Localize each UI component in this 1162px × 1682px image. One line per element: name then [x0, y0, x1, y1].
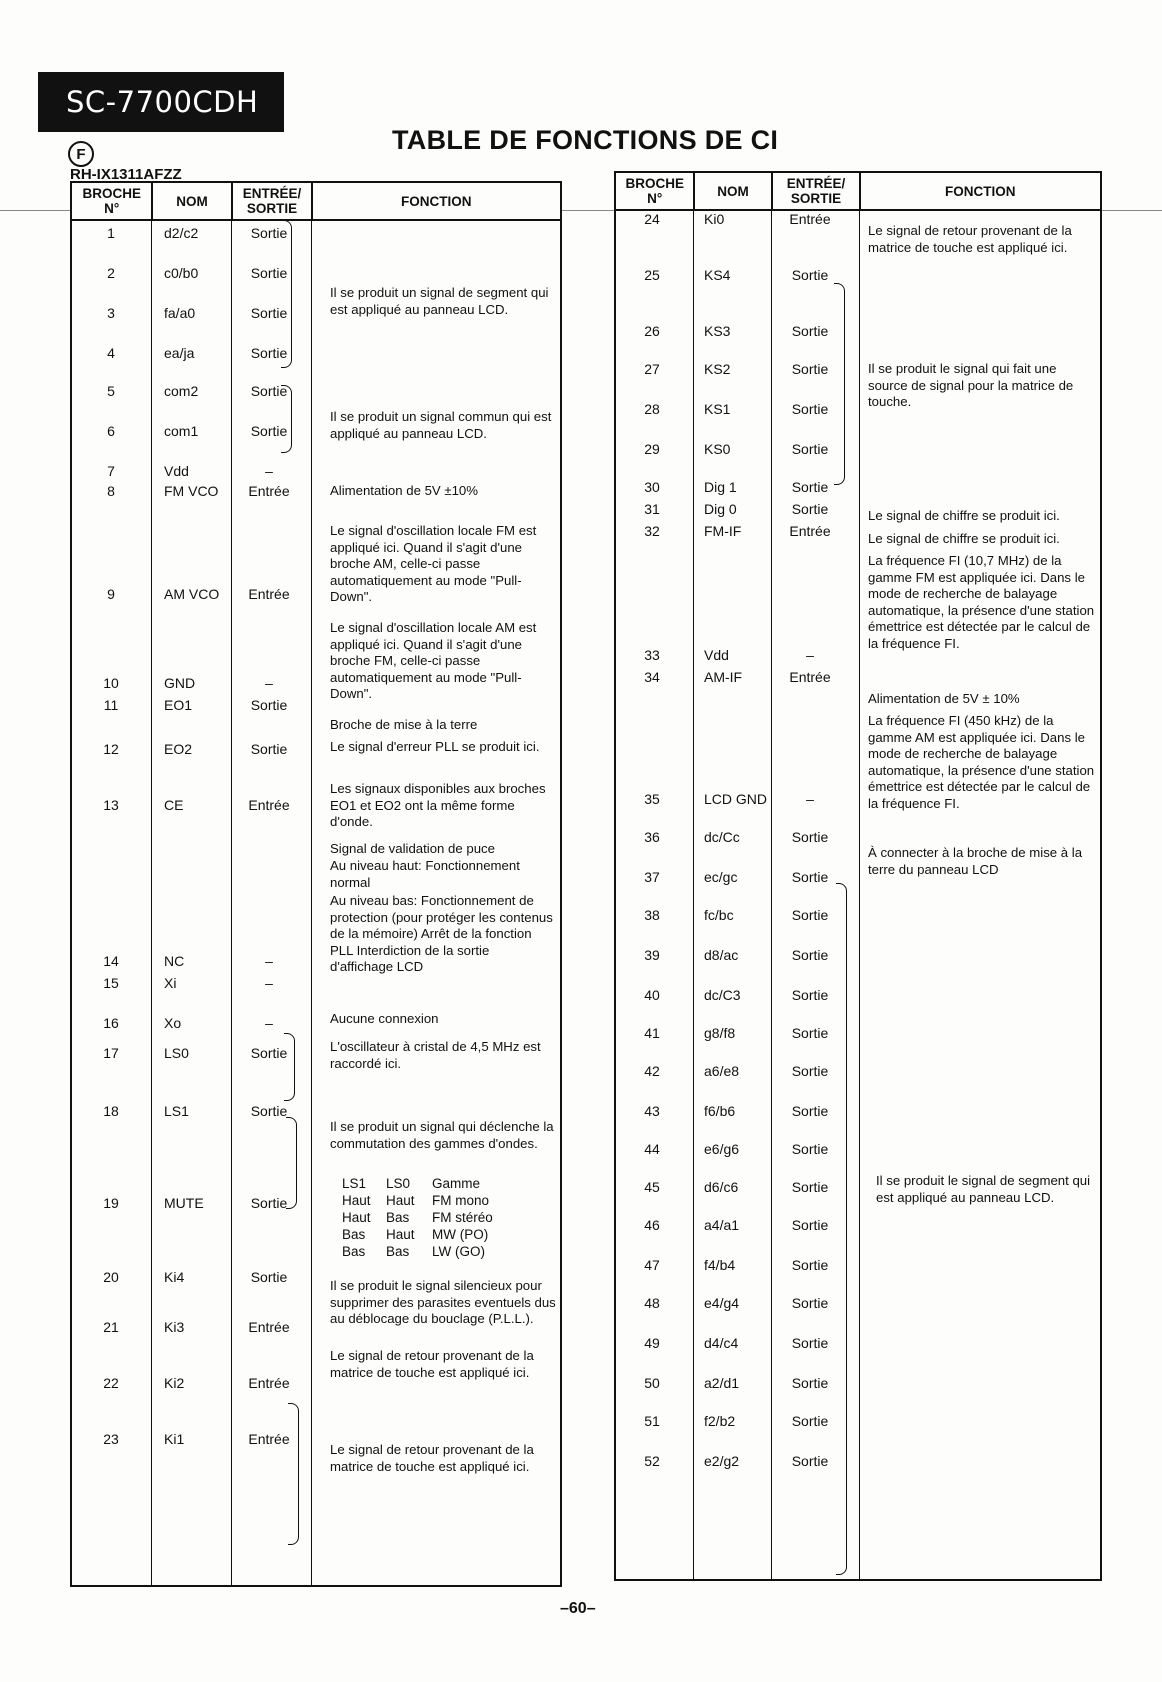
language-mark: F	[68, 141, 94, 167]
band-table-cell: FM mono	[432, 1193, 490, 1208]
pin-number: 50	[644, 1375, 660, 1391]
divider	[562, 210, 614, 211]
pin-number: 42	[644, 1063, 660, 1079]
pin-name: ea/ja	[164, 345, 195, 361]
function-segment-2: Il se produit le signal de segment qui est appliqué au panneau LCD.	[876, 1173, 1091, 1205]
pin-name: AM-IF	[704, 669, 743, 685]
band-table-cell: Bas	[386, 1244, 410, 1259]
col-header-name: NOM	[152, 183, 232, 220]
pin-name: LCD GND	[704, 791, 768, 807]
pin-name: d2/c2	[164, 225, 199, 241]
pin-direction: –	[265, 953, 273, 969]
pin-name: MUTE	[164, 1195, 204, 1211]
pin-direction: Sortie	[791, 1335, 829, 1351]
pin-direction: Sortie	[791, 479, 829, 495]
pin-direction: Sortie	[791, 323, 829, 339]
model-banner: SC-7700CDH	[38, 72, 284, 132]
pin-number: 35	[644, 791, 660, 807]
pin-number: 28	[644, 401, 660, 417]
function-dig1: Le signal de chiffre se produit ici.	[868, 508, 1060, 523]
pin-name: d4/c4	[704, 1335, 739, 1351]
pin-name: dc/C3	[704, 987, 741, 1003]
pin-number: 45	[644, 1179, 660, 1195]
pin-direction: Sortie	[791, 1141, 829, 1157]
pin-name: a6/e8	[704, 1063, 740, 1079]
pin-table-left	[70, 181, 562, 1587]
band-table-cell: Haut	[342, 1210, 371, 1225]
col-header-pin: BROCHE N°	[616, 173, 694, 210]
pin-direction: Entrée	[248, 1375, 290, 1391]
pin-number: 8	[107, 483, 115, 499]
pin-name: Dig 1	[704, 479, 737, 495]
pin-name: fc/bc	[704, 907, 734, 923]
pin-number: 32	[644, 523, 660, 539]
pin-direction: Sortie	[250, 1269, 288, 1285]
pin-direction: Sortie	[250, 265, 288, 281]
pin-number: 18	[103, 1103, 119, 1119]
pin-name: fa/a0	[164, 305, 196, 321]
band-table-cell: Bas	[342, 1227, 366, 1242]
function-gnd: Broche de mise à la terre	[330, 717, 478, 732]
pin-name: KS4	[704, 267, 731, 283]
pin-name: Ki1	[164, 1431, 185, 1447]
pin-name: Vdd	[164, 463, 189, 479]
pin-number: 26	[644, 323, 660, 339]
pin-number: 19	[103, 1195, 119, 1211]
pin-direction: Sortie	[250, 423, 288, 439]
function-ce-high: Au niveau haut: Fonctionnement normal	[330, 858, 520, 890]
brace	[281, 385, 292, 453]
pin-number: 41	[644, 1025, 660, 1041]
pin-direction: Sortie	[250, 1045, 288, 1061]
pin-name: e4/g4	[704, 1295, 740, 1311]
pin-direction: Sortie	[791, 1413, 829, 1429]
band-table-row	[342, 1243, 542, 1260]
pin-name: Dig 0	[704, 501, 737, 517]
function-crystal: L'oscillateur à cristal de 4,5 MHz est raccordé ici.	[330, 1039, 541, 1071]
pin-number: 11	[103, 697, 119, 713]
pin-name: KS1	[704, 401, 731, 417]
pin-direction: Sortie	[250, 1195, 288, 1211]
col-header-pin: BROCHE N°	[72, 183, 152, 220]
pin-direction: –	[806, 647, 814, 663]
pin-direction: –	[265, 1015, 273, 1031]
band-table-cell: Haut	[386, 1227, 415, 1242]
band-table-cell: MW (PO)	[432, 1227, 489, 1242]
pin-direction: Entrée	[248, 797, 290, 813]
pin-name: EO1	[164, 697, 193, 713]
pin-direction: Sortie	[250, 697, 288, 713]
band-table-row	[342, 1192, 542, 1209]
pin-number: 27	[644, 361, 660, 377]
col-header-io: ENTRÉE/ SORTIE	[232, 183, 312, 220]
function-ce-low: Au niveau bas: Fonctionnement de protection (pour protéger les contenus de la mémoire) Arrêt de la fonction PLL Interdiction de la sortie d'affichage LCD	[330, 893, 553, 974]
pin-number: 2	[107, 265, 115, 281]
pin-direction: Sortie	[791, 907, 829, 923]
pin-name: e6/g6	[704, 1141, 740, 1157]
function-dig0: Le signal de chiffre se produit ici.	[868, 531, 1060, 546]
function-segment-1: Il se produit un signal de segment qui est appliqué au panneau LCD.	[330, 285, 549, 317]
pin-direction: Entrée	[789, 523, 831, 539]
pin-number: 1	[107, 225, 115, 241]
column-rule	[231, 183, 232, 1585]
column-rule	[771, 173, 772, 1579]
brace	[836, 883, 847, 1575]
pin-direction: Sortie	[791, 1217, 829, 1233]
pin-number: 37	[644, 869, 660, 885]
column-rule	[311, 183, 312, 1585]
pin-number: 16	[103, 1015, 119, 1031]
pin-direction: Entrée	[789, 669, 831, 685]
pin-table-right	[614, 171, 1102, 1581]
pin-direction: Sortie	[791, 1295, 829, 1311]
pin-number: 33	[644, 647, 660, 663]
pin-name: CE	[164, 797, 184, 813]
pin-number: 24	[644, 211, 660, 227]
function-fm-vco: Le signal d'oscillation locale FM est appliqué ici. Quand il s'agit d'une broche AM, celle-ci passe automatiquement au mode "Pull-Down".	[330, 523, 537, 604]
band-table-row	[342, 1175, 542, 1192]
brace	[284, 1033, 295, 1101]
pin-direction: Sortie	[250, 225, 288, 241]
pin-direction: Sortie	[791, 829, 829, 845]
function-band-switch: Il se produit un signal qui déclenche la commutation des gammes d'ondes.	[330, 1119, 554, 1151]
pin-name: Xo	[164, 1015, 182, 1031]
pin-direction: Sortie	[791, 267, 829, 283]
band-table-row	[342, 1209, 542, 1226]
pin-number: 20	[103, 1269, 119, 1285]
pin-name: LS1	[164, 1103, 189, 1119]
pin-name: d8/ac	[704, 947, 739, 963]
pin-name: Ki4	[164, 1269, 185, 1285]
pin-number: 21	[103, 1319, 119, 1335]
pin-name: KS3	[704, 323, 731, 339]
pin-name: c0/b0	[164, 265, 199, 281]
pin-name: GND	[164, 675, 196, 691]
pin-name: FM VCO	[164, 483, 219, 499]
band-table-cell: LS0	[386, 1176, 411, 1191]
brace	[834, 283, 845, 485]
col-header-io: ENTRÉE/ SORTIE	[772, 173, 860, 210]
pin-name: com1	[164, 423, 199, 439]
pin-number: 10	[103, 675, 119, 691]
band-table-cell: Haut	[342, 1193, 371, 1208]
pin-direction: Sortie	[791, 987, 829, 1003]
page-title: TABLE DE FONCTIONS DE CI	[392, 125, 779, 155]
pin-number: 30	[644, 479, 660, 495]
pin-number: 47	[644, 1257, 660, 1273]
function-lcd-gnd: À connecter à la broche de mise à la terre du panneau LCD	[868, 845, 1083, 877]
pin-name: Ki3	[164, 1319, 185, 1335]
col-header-function: FONCTION	[312, 183, 560, 220]
band-table-cell: Bas	[386, 1210, 410, 1225]
pin-direction: Sortie	[791, 401, 829, 417]
pin-name: f6/b6	[704, 1103, 736, 1119]
band-table-cell: Gamme	[432, 1176, 481, 1191]
pin-name: ec/gc	[704, 869, 738, 885]
function-eo1: Le signal d'erreur PLL se produit ici.	[330, 739, 540, 754]
pin-name: LS0	[164, 1045, 189, 1061]
pin-direction: Sortie	[250, 741, 288, 757]
pin-name: a2/d1	[704, 1375, 740, 1391]
pin-direction: Sortie	[791, 441, 829, 457]
brace	[286, 1117, 297, 1209]
pin-number: 40	[644, 987, 660, 1003]
pin-name: f4/b4	[704, 1257, 736, 1273]
pin-direction: Sortie	[791, 1179, 829, 1195]
pin-direction: Sortie	[250, 1103, 288, 1119]
column-rule	[151, 183, 152, 1585]
pin-direction: Sortie	[791, 947, 829, 963]
function-nc: Aucune connexion	[330, 1011, 439, 1026]
pin-number: 4	[107, 345, 115, 361]
pin-direction: Entrée	[789, 211, 831, 227]
function-key-scan: Il se produit le signal qui fait une source de signal pour la matrice de touche.	[868, 361, 1074, 409]
pin-number: 12	[103, 741, 119, 757]
pin-name: Xi	[164, 975, 177, 991]
pin-direction: Entrée	[248, 586, 290, 602]
pin-name: EO2	[164, 741, 193, 757]
pin-number: 38	[644, 907, 660, 923]
pin-number: 9	[107, 586, 115, 602]
pin-direction: Sortie	[791, 361, 829, 377]
pin-number: 22	[103, 1375, 119, 1391]
band-table-cell: LW (GO)	[432, 1244, 485, 1259]
pin-direction: –	[806, 791, 814, 807]
pin-direction: –	[265, 675, 273, 691]
pin-direction: Sortie	[791, 1025, 829, 1041]
pin-number: 13	[103, 797, 119, 813]
brace	[281, 220, 292, 368]
divider	[1102, 210, 1162, 211]
function-vdd: Alimentation de 5V ±10%	[330, 483, 478, 498]
function-common: Il se produit un signal commun qui est appliqué au panneau LCD.	[330, 409, 552, 441]
pin-name: a4/a1	[704, 1217, 740, 1233]
table-header	[616, 173, 1100, 211]
pin-number: 5	[107, 383, 115, 399]
function-ki4: Le signal de retour provenant de la matrice de touche est appliqué ici.	[330, 1348, 534, 1380]
page-number: –60–	[560, 1600, 596, 1617]
pin-direction: Entrée	[248, 483, 290, 499]
pin-number: 25	[644, 267, 660, 283]
pin-number: 15	[103, 975, 119, 991]
band-table-row	[342, 1226, 542, 1243]
band-table-cell: LS1	[342, 1176, 367, 1191]
column-rule	[693, 173, 694, 1579]
pin-name: NC	[164, 953, 185, 969]
pin-number: 51	[644, 1413, 660, 1429]
divider	[0, 210, 70, 211]
table-header	[72, 183, 560, 221]
pin-name: Ki2	[164, 1375, 185, 1391]
pin-direction: Sortie	[791, 1063, 829, 1079]
pin-number: 23	[103, 1431, 119, 1447]
pin-direction: –	[265, 463, 273, 479]
function-ki3-ki1: Le signal de retour provenant de la matrice de touche est appliqué ici.	[330, 1442, 534, 1474]
pin-number: 31	[644, 501, 660, 517]
function-mute: Il se produit le signal silencieux pour supprimer des parasites eventuels dus au déblocage du bouclage (P.L.L.).	[330, 1278, 556, 1326]
pin-number: 48	[644, 1295, 660, 1311]
pin-number: 44	[644, 1141, 660, 1157]
pin-number: 6	[107, 423, 115, 439]
pin-name: KS0	[704, 441, 731, 457]
pin-direction: Sortie	[250, 345, 288, 361]
pin-number: 36	[644, 829, 660, 845]
col-header-function: FONCTION	[860, 173, 1100, 210]
pin-name: d6/c6	[704, 1179, 739, 1195]
pin-direction: Sortie	[791, 1453, 829, 1469]
pin-number: 3	[107, 305, 115, 321]
pin-name: AM VCO	[164, 586, 220, 602]
pin-name: FM-IF	[704, 523, 742, 539]
band-table-cell: Haut	[386, 1193, 415, 1208]
brace	[288, 1403, 299, 1545]
function-ki0: Le signal de retour provenant de la matrice de touche est appliqué ici.	[868, 223, 1072, 255]
pin-number: 17	[103, 1045, 119, 1061]
function-eo2: Les signaux disponibles aux broches EO1 et EO2 ont la même forme d'onde.	[330, 781, 546, 829]
pin-name: com2	[164, 383, 199, 399]
pin-number: 7	[107, 463, 115, 479]
pin-number: 34	[644, 669, 660, 685]
col-header-name: NOM	[694, 173, 772, 210]
band-table-cell: Bas	[342, 1244, 366, 1259]
pin-direction: Sortie	[791, 869, 829, 885]
pin-direction: Entrée	[248, 1431, 290, 1447]
function-ce-title: Signal de validation de puce	[330, 841, 495, 856]
function-vdd: Alimentation de 5V ± 10%	[868, 691, 1020, 706]
pin-number: 52	[644, 1453, 660, 1469]
pin-direction: Sortie	[791, 1375, 829, 1391]
pin-direction: Entrée	[248, 1319, 290, 1335]
pin-direction: Sortie	[250, 383, 288, 399]
function-am-if: La fréquence FI (450 kHz) de la gamme AM est appliquée ici. Dans le mode de recherche de balayage automatique, la présence d'une station émettrice est détectée par le calcul de la fréquence FI.	[868, 713, 1095, 811]
pin-name: f2/b2	[704, 1413, 736, 1429]
pin-direction: –	[265, 975, 273, 991]
band-table-cell: FM stéréo	[432, 1210, 493, 1225]
pin-name: Vdd	[704, 647, 729, 663]
pin-number: 14	[103, 953, 119, 969]
column-rule	[859, 173, 860, 1579]
pin-number: 29	[644, 441, 660, 457]
pin-name: dc/Cc	[704, 829, 740, 845]
ic-part-number: RH-IX1311AFZZ	[70, 166, 182, 183]
pin-number: 43	[644, 1103, 660, 1119]
pin-name: Ki0	[704, 211, 725, 227]
pin-name: e2/g2	[704, 1453, 740, 1469]
pin-name: g8/f8	[704, 1025, 736, 1041]
function-fm-if: La fréquence FI (10,7 MHz) de la gamme FM est appliquée ici. Dans le mode de recherche de balayage automatique, la présence d'une station émettrice est détectée par le calcul de la fréquence FI.	[868, 553, 1095, 651]
band-truth-table	[342, 1175, 542, 1260]
pin-direction: Sortie	[791, 501, 829, 517]
pin-direction: Sortie	[791, 1257, 829, 1273]
pin-number: 39	[644, 947, 660, 963]
pin-name: KS2	[704, 361, 731, 377]
pin-direction: Sortie	[791, 1103, 829, 1119]
function-am-vco: Le signal d'oscillation locale AM est appliqué ici. Quand il s'agit d'une broche FM, celle-ci passe automatiquement au mode "Pull-Down".	[330, 620, 537, 701]
pin-number: 46	[644, 1217, 660, 1233]
pin-direction: Sortie	[250, 305, 288, 321]
pin-number: 49	[644, 1335, 660, 1351]
